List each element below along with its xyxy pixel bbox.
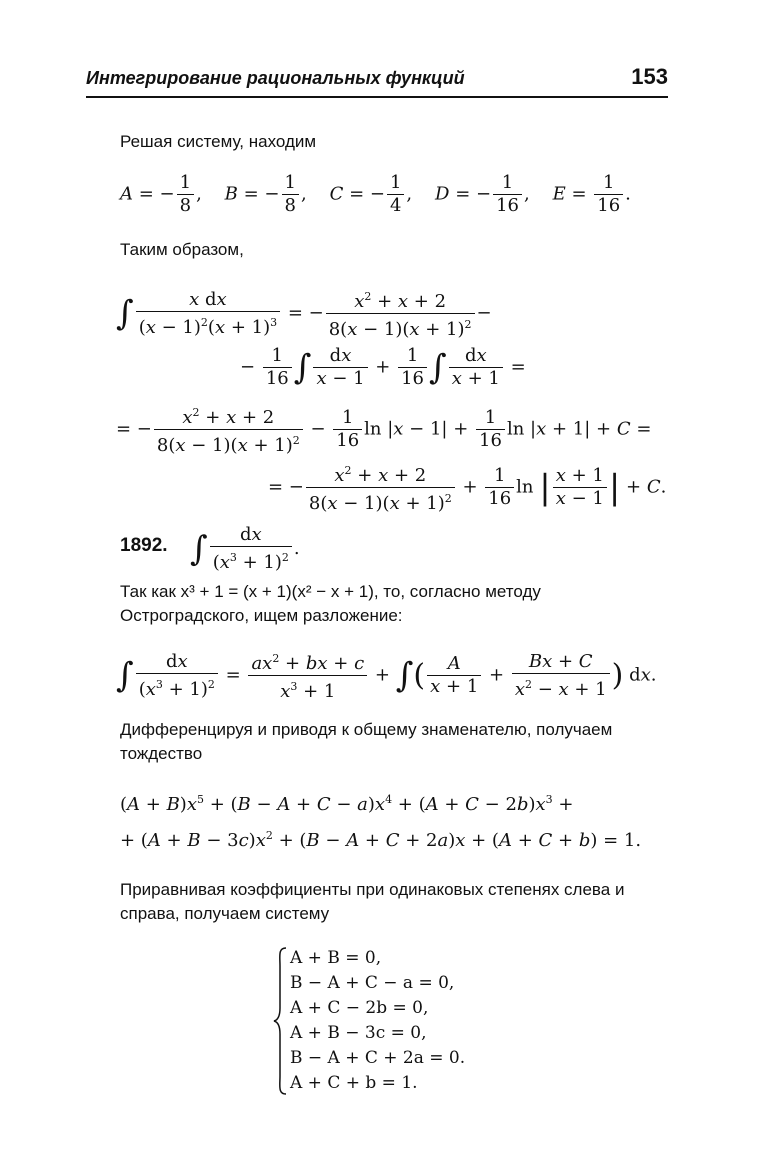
system-line-1: A + B = 0,	[290, 948, 382, 968]
paragraph-3: Так как x³ + 1 = (x + 1)(x² − x + 1), то, согласно методу Остроградского, ищем разложение:	[120, 582, 541, 625]
header-title: Интегрирование рациональных функций	[86, 68, 465, 88]
equation-line-3: = − $\frac{x^2 + x + 2}{8(x - 1)(x + 1)^2}$ − $\frac{1}{16}$ ln |x − 1| + $\frac{1}{16}$ ln |x + 1| + C =	[116, 402, 651, 457]
equation-line-1: ∫ $\frac{\text{x dx}}{(x - 1)^2(x + 1)^3}$ = − $\frac{x^2 + x + 2}{8(x - 1)(x + 1)^2}$ −	[116, 286, 492, 341]
problem-number: 1892.	[120, 535, 168, 556]
page-number: 153	[631, 64, 668, 89]
running-header	[86, 62, 668, 98]
problem-integral: ∫ $\frac{dx}{(x^3 + 1)^2}$ .	[190, 524, 300, 573]
paragraph-5: Приравнивая коэффициенты при одинаковых степенях слева и справа, получаем систему	[120, 880, 625, 923]
system-line-6: A + C + b = 1.	[290, 1073, 418, 1093]
system-line-5: B − A + C + 2a = 0.	[290, 1048, 466, 1068]
equation-system	[272, 946, 502, 1096]
system-line-3: A + C − 2b = 0,	[290, 998, 429, 1018]
system-line-2: B − A + C − a = 0,	[290, 973, 455, 993]
equation-line-4: = − $\frac{x^2 + x + 2}{8(x - 1)(x + 1)^2}$ + $\frac{1}{16}$ ln | $\frac{x + 1}{x - 1}$ | + C.	[268, 460, 666, 515]
equation-line-2: − $\frac{1}{16}$ ∫ $\frac{dx}{x - 1}$ + $\frac{1}{16}$ ∫ $\frac{dx}{x + 1}$ =	[240, 345, 526, 389]
left-brace-icon	[272, 946, 288, 1096]
coefficients-result: A = − $\frac{1}{8}$ , B = − $\frac{1}{8}$ , C = − $\frac{1}{4}$ , D = − $\frac{1}{16}$ , E = $\frac{1}{16}$ .	[120, 172, 631, 216]
decomposition-equation: ∫ $\frac{dx}{(x^3 + 1)^2}$ = $\frac{ax^2 + bx + c}{x^3 + 1}$ + ∫( $\frac{A}{x + 1}$ + $\frac{Bx + C}{x^2 - x + 1}$ ) dx.	[116, 648, 657, 703]
paragraph-2: Таким образом,	[120, 240, 244, 259]
identity-line-2: + $(A + B - 3c)x^2 + (B - A + C + 2a)x + (A + C + b) = 1$.	[120, 829, 642, 851]
paragraph-4: Дифференцируя и приводя к общему знаменателю, получаем тождество	[120, 720, 613, 763]
identity-line-1: $(A + B)x^5 + (B - A + C - a)x^4 + (A + C - 2b)x^3$ +	[120, 793, 574, 815]
paragraph-1: Решая систему, находим	[120, 132, 317, 151]
system-line-4: A + B − 3c = 0,	[290, 1023, 427, 1043]
